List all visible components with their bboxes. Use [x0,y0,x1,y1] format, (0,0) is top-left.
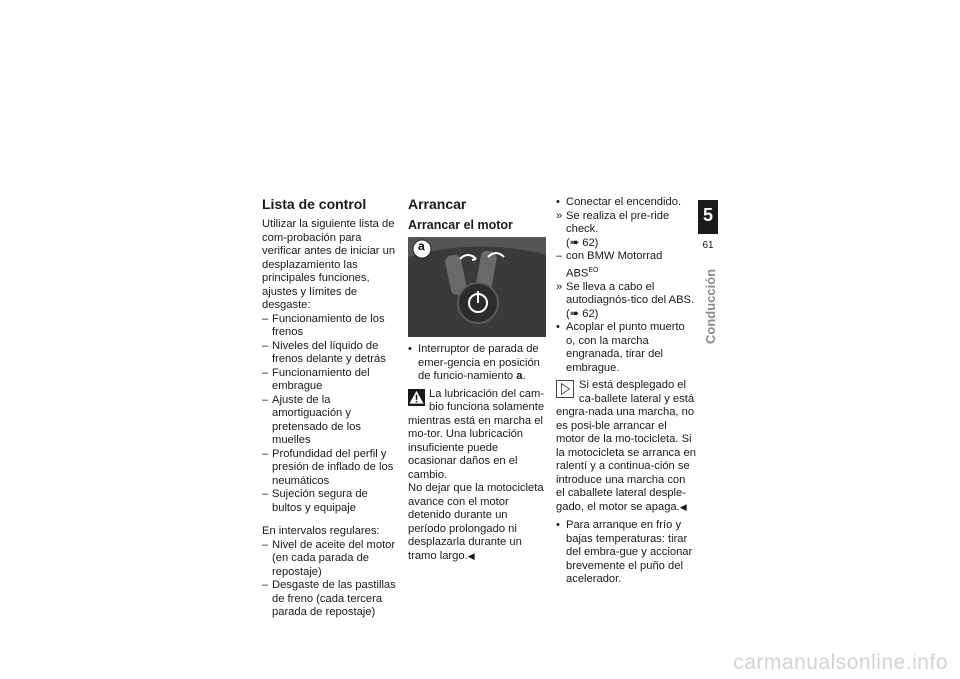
info-text: Si está desplegado el ca-ballete lateral y está engra-nada una marcha, no es posi-ble arrancar el motor de la mo-tocicleta. Si la motocicleta se arranca en ralentí y a continua-ción se introduce una marcha con el caballete lateral desple-gado, el motor se apaga.◀ [556,379,696,513]
chapter-number: 5 [698,200,718,234]
handlebar-switch-illustration [408,237,546,337]
warning-text: La lubricación del cam-bio funciona solamente mientras está en marcha el mo-tor. Una lubricación insuficiente puede ocasionar daños en el cambio. [408,387,545,481]
section-title-checklist: Lista de control [262,196,367,212]
list-item: – Funcionamiento de los frenos [262,312,385,338]
warning-triangle-icon [408,389,425,406]
bullet-icon: • [556,519,560,532]
list-item: – Desgaste de las pastillas de freno (cada tercera parada de repostaje) [262,579,396,618]
warning-text-2: No dejar que la motocicleta avance con el motor detenido durante un período prolongado ni desplazarla durante un tramo largo.◀ [408,482,544,562]
kill-switch-photo [408,237,546,337]
play-triangle-icon [556,380,574,398]
column-checklist [262,196,400,620]
page-reference: 62 [582,236,595,249]
column-start-continued [556,196,696,587]
end-mark-icon: ◀ [679,501,687,512]
intervals-heading: En intervalos regulares: [262,525,380,537]
dash-icon: – [262,488,269,500]
bullet-icon: • [408,343,412,355]
start-steps-continued [556,196,696,375]
dash-icon: – [262,393,269,406]
intervals-list [262,539,400,620]
list-item: – Funcionamiento del embrague [262,366,370,392]
dash-icon: – [262,579,269,591]
subsection-title-start-engine: Arrancar el motor [408,218,513,232]
photo-label: a [418,239,425,253]
dash-icon: – [262,447,269,460]
end-mark-icon: ◀ [467,550,475,561]
list-item: • Para arranque en frío y bajas temperaturas: tirar del embra-gue y accionar brevemente el puño del acelerador. [556,519,693,586]
start-steps [408,343,548,384]
dash-icon: – [262,339,269,352]
list-item: » Se realiza el pre-ride check. (➠ 62) [556,209,670,249]
dash-icon: – [262,538,269,551]
list-item: • Conectar el encendido. [556,196,682,208]
list-item: • Acoplar el punto muerto o, con la marcha engranada, tirar del embrague. [556,321,685,374]
dash-icon: – [262,366,269,379]
list-item: • Interruptor de parada de emer-gencia en posición de funcio-namiento a. [408,343,540,382]
cold-start-steps [556,519,696,587]
page-number: 61 [702,240,714,251]
section-label-vertical: Conducción [703,268,718,344]
chapter-tab [698,200,718,252]
option-superscript: EO [588,266,599,274]
bullet-icon: • [556,196,560,208]
column-start [408,196,548,563]
watermark: carmanualsonline.info [733,651,948,674]
page-reference: 62 [582,307,595,320]
bullet-icon: • [556,321,560,334]
dash-icon: – [556,250,563,262]
list-item: – Ajuste de la amortiguación y pretensado de los muelles [262,393,361,446]
reference-a: a [516,370,523,382]
result-arrow-icon: » [556,280,563,293]
list-item: – Nivel de aceite del motor (en cada parada de repostaje) [262,538,396,578]
list-item: – Profundidad del perfil y presión de inflado de los neumáticos [262,447,394,487]
info-note [556,379,696,514]
dash-icon: – [262,312,269,325]
checklist [262,313,400,516]
warning-note [408,388,548,564]
section-title-start: Arrancar [408,196,467,212]
result-arrow-icon: » [556,209,563,222]
list-item: – Sujeción segura de bultos y equipaje [262,488,368,514]
list-item: – con BMW Motorrad $ABS^{EO}$ [556,250,663,280]
list-item: » Se lleva a cabo el autodiagnós-tico del ABS. (➠ 62) [556,280,695,320]
list-item: – Niveles del líquido de frenos delante y detrás [262,339,386,365]
checklist-intro: Utilizar la siguiente lista de com-probación para verificar antes de iniciar un desplazamiento las principales funciones, ajustes y límites de desgaste: [262,218,396,311]
page-ref-arrow-icon: ➠ [569,236,580,249]
page-ref-arrow-icon: ➠ [569,307,580,320]
